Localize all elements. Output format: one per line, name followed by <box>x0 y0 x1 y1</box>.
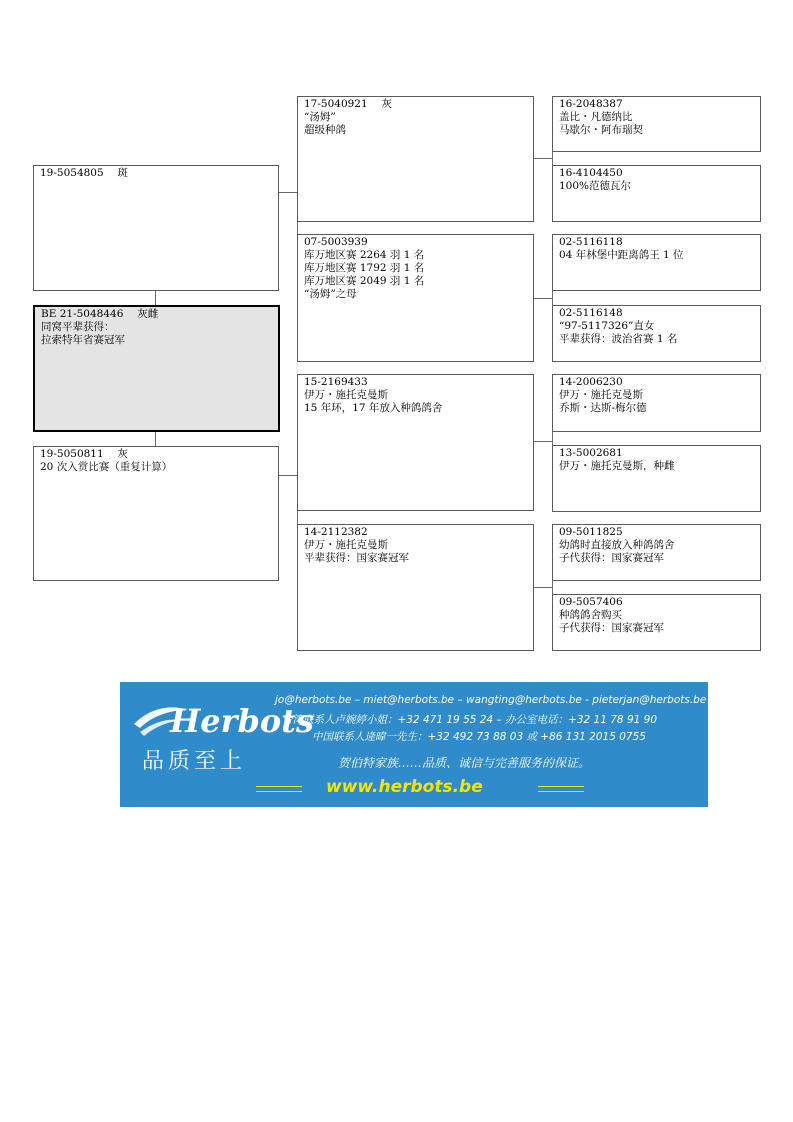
connector <box>278 192 297 193</box>
sire-sire-box <box>297 96 534 222</box>
great-grandparent-box <box>552 524 761 581</box>
pedigree-line: 07-5003939 <box>304 236 368 248</box>
pedigree-line: 种鸽鸽舍购买 <box>559 609 622 621</box>
subject-line: 拉索特年省赛冠军 <box>41 334 125 346</box>
pedigree-line: 平辈获得：国家赛冠军 <box>304 552 409 564</box>
pedigree-line: 伊万・施托克曼斯，种雌 <box>559 460 675 472</box>
pedigree-line: 16-4104450 <box>559 167 623 179</box>
pedigree-line: 02-5116148 <box>559 307 623 319</box>
pedigree-line: 15 年环，17 年放入种鸽鸽舍 <box>304 402 443 414</box>
pedigree-line: 15-2169433 <box>304 376 368 388</box>
dam-sire-box <box>297 374 534 511</box>
great-grandparent-box <box>552 594 761 651</box>
dam-box <box>33 446 279 581</box>
pedigree-line: 盖比・凡德纳比 <box>559 111 633 123</box>
pedigree-line: 幼鸽时直接放入种鸽鸽舍 <box>559 539 675 551</box>
dam-line: 19-5050811 灰 <box>40 448 129 460</box>
pedigree-line: 13-5002681 <box>559 447 623 459</box>
logo-text: Herbots <box>170 702 314 740</box>
pedigree-line: 17-5040921 灰 <box>304 98 393 110</box>
subject-pigeon-box <box>33 305 280 432</box>
pedigree-line: 14-2112382 <box>304 526 368 538</box>
pedigree-line: 09-5057406 <box>559 596 623 608</box>
pedigree-line: 14-2006230 <box>559 376 623 388</box>
pedigree-line: 库万地区赛 1792 羽 1 名 <box>304 262 425 274</box>
connector <box>533 158 552 159</box>
pedigree-line: “97-5117326”直女 <box>559 320 655 332</box>
great-grandparent-box <box>552 96 761 152</box>
pedigree-line: “汤姆”之母 <box>304 288 357 300</box>
great-grandparent-box <box>552 305 761 362</box>
pedigree-line: 平辈获得：波治省赛 1 名 <box>559 333 678 345</box>
connector <box>155 431 156 447</box>
connector <box>278 475 297 476</box>
banner-tagline: 品质至上 <box>142 749 247 774</box>
pedigree-line: 02-5116118 <box>559 236 623 248</box>
great-grandparent-box <box>552 445 761 512</box>
pedigree-line: 库万地区赛 2049 羽 1 名 <box>304 275 425 287</box>
dam-dam-box <box>297 524 534 651</box>
subject-line: 同窝平辈获得： <box>41 321 115 333</box>
decor-line <box>538 786 584 792</box>
great-grandparent-box <box>552 234 761 291</box>
dam-line: 20 次入赏比赛（重复计算） <box>40 461 173 473</box>
pedigree-line: 04 年林堡中距离鸽王 1 位 <box>559 249 684 261</box>
pedigree-line: 伊万・施托克曼斯 <box>559 389 643 401</box>
pedigree-line: 马歇尔・阿布瑞契 <box>559 124 643 136</box>
connector <box>533 587 552 588</box>
banner-website-link[interactable]: www.herbots.be <box>326 777 483 797</box>
pedigree-line: 库万地区赛 2264 羽 1 名 <box>304 249 425 261</box>
connector <box>533 441 552 442</box>
sire-dam-box <box>297 234 534 362</box>
sire-line: 19-5054805 斑 <box>40 167 129 179</box>
sire-box <box>33 165 279 291</box>
banner-slogan: 贺伯特家族……品质、诚信与完善服务的保证。 <box>338 756 591 770</box>
pedigree-line: 伊万・施托克曼斯 <box>304 389 388 401</box>
subject-ring-number: BE 21-5048446 灰雌 <box>41 308 159 320</box>
pedigree-line: 100%范德瓦尔 <box>559 180 632 192</box>
great-grandparent-box <box>552 165 761 222</box>
pedigree-line: 16-2048387 <box>559 98 623 110</box>
pedigree-line: 子代获得：国家赛冠军 <box>559 552 664 564</box>
herbots-logo <box>130 688 314 748</box>
banner-taiwan-contact: 台湾联系人卢婉婷小姐：+32 471 19 55 24 – 办公室电话：+32 11 78 91 90 <box>282 714 658 726</box>
pedigree-line: 09-5011825 <box>559 526 623 538</box>
banner-emails: jo@herbots.be – miet@herbots.be – wangting@herbots.be - pieterjan@herbots.be <box>275 694 707 706</box>
connector <box>533 298 552 299</box>
decor-line <box>256 786 302 792</box>
pedigree-line: 伊万・施托克曼斯 <box>304 539 388 551</box>
herbots-banner <box>120 682 708 807</box>
pedigree-line: “汤姆” <box>304 111 336 123</box>
pedigree-line: 乔斯・达斯-梅尔德 <box>559 402 647 414</box>
pedigree-line: 子代获得：国家赛冠军 <box>559 622 664 634</box>
pedigree-line: 超级种鸽 <box>304 124 346 136</box>
connector <box>155 290 156 306</box>
great-grandparent-box <box>552 374 761 432</box>
banner-china-contact: 中国联系人逄暐一先生：+32 492 73 88 03 或 +86 131 2015 0755 <box>312 731 646 743</box>
